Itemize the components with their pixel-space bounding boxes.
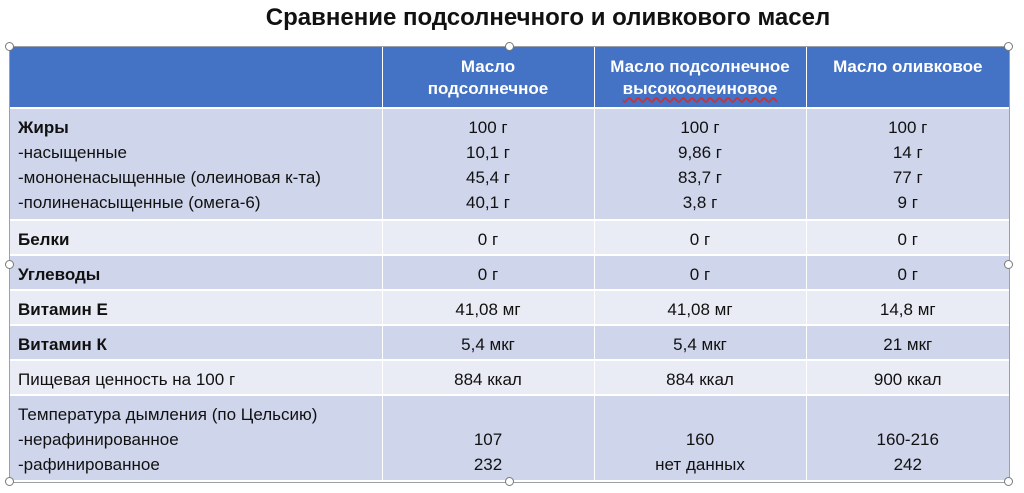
resize-handle-top-right[interactable] (1004, 42, 1013, 51)
cell-value: 884 ккал (594, 360, 806, 395)
table-row-carbs (10, 255, 1009, 290)
cell-value: 107 (473, 430, 503, 449)
resize-handle-top-left[interactable] (5, 42, 14, 51)
value-cell-high-oleic (594, 108, 806, 220)
header-text-spellcheck: высокоолеиновое (622, 79, 778, 98)
cell-value: 160-216 (876, 430, 939, 449)
cell-value: 5,4 мкг (594, 325, 806, 360)
header-text: Масло (460, 57, 516, 76)
table-row-protein (10, 220, 1009, 255)
comparison-table (10, 47, 1009, 480)
header-cell-sunflower (382, 47, 594, 108)
cell-value: 100 г (888, 118, 928, 137)
row-label: Витамин Е (10, 290, 382, 325)
cell-value: 83,7 г (677, 168, 722, 187)
cell-value: 100 г (468, 118, 508, 137)
row-label: Температура дымления (по Цельсию) (18, 405, 318, 424)
row-label-cell (10, 395, 382, 480)
table-row-fats (10, 108, 1009, 220)
cell-value: 14,8 мг (806, 290, 1009, 325)
table-row-energy (10, 360, 1009, 395)
header-text: Масло подсолнечное (610, 57, 790, 76)
cell-value: 9,86 г (677, 143, 722, 162)
header-cell-high-oleic (594, 47, 806, 108)
table-header-row (10, 47, 1009, 108)
cell-value: 242 (893, 455, 922, 474)
cell-value: 0 г (382, 255, 594, 290)
row-label: Жиры (18, 118, 69, 137)
cell-value: 45,4 г (465, 168, 510, 187)
table-row-smoke-point (10, 395, 1009, 480)
cell-value: 0 г (382, 220, 594, 255)
row-label: Витамин К (10, 325, 382, 360)
row-sublabel: -рафинированное (18, 455, 160, 474)
cell-value: нет данных (655, 455, 745, 474)
row-sublabel: -мононенасыщенные (олеиновая к-та) (18, 168, 321, 187)
row-label: Белки (10, 220, 382, 255)
row-sublabel: -полиненасыщенные (омега-6) (18, 193, 261, 212)
cell-value: 10,1 г (465, 143, 510, 162)
header-cell-olive (806, 47, 1009, 108)
row-label: Пищевая ценность на 100 г (10, 360, 382, 395)
cell-value: 900 ккал (806, 360, 1009, 395)
cell-value: 41,08 мг (594, 290, 806, 325)
resize-handle-middle-right[interactable] (1004, 260, 1013, 269)
resize-handle-middle-left[interactable] (5, 260, 14, 269)
value-cell-olive (806, 395, 1009, 480)
cell-value: 0 г (594, 220, 806, 255)
cell-value: 100 г (680, 118, 720, 137)
header-cell-empty (10, 47, 382, 108)
cell-value: 14 г (892, 143, 923, 162)
cell-value: 21 мкг (806, 325, 1009, 360)
table-row-vitamin-k (10, 325, 1009, 360)
value-cell-sunflower (382, 395, 594, 480)
row-label-cell (10, 108, 382, 220)
page-title: Сравнение подсолнечного и оливкового масел (265, 4, 831, 31)
row-sublabel: -насыщенные (18, 143, 127, 162)
cell-value: 232 (473, 455, 503, 474)
cell-value: 9 г (897, 193, 918, 212)
resize-handle-bottom-right[interactable] (1004, 477, 1013, 486)
header-text: подсолнечное (427, 79, 549, 98)
cell-value: 0 г (806, 255, 1009, 290)
cell-value: 0 г (594, 255, 806, 290)
resize-handle-top-middle[interactable] (505, 42, 514, 51)
row-sublabel: -нерафинированное (18, 430, 179, 449)
cell-value: 77 г (892, 168, 923, 187)
table-row-vitamin-e (10, 290, 1009, 325)
cell-value: 884 ккал (382, 360, 594, 395)
value-cell-sunflower (382, 108, 594, 220)
cell-value: 41,08 мг (382, 290, 594, 325)
comparison-table-frame[interactable] (10, 47, 1009, 482)
value-cell-high-oleic (594, 395, 806, 480)
value-cell-olive (806, 108, 1009, 220)
cell-value: 40,1 г (465, 193, 510, 212)
cell-value: 3,8 г (682, 193, 718, 212)
resize-handle-bottom-left[interactable] (5, 477, 14, 486)
cell-value: 5,4 мкг (382, 325, 594, 360)
cell-value: 0 г (806, 220, 1009, 255)
row-label: Углеводы (10, 255, 382, 290)
resize-handle-bottom-middle[interactable] (505, 477, 514, 486)
cell-value: 160 (685, 430, 715, 449)
header-text: Масло оливковое (833, 57, 983, 76)
